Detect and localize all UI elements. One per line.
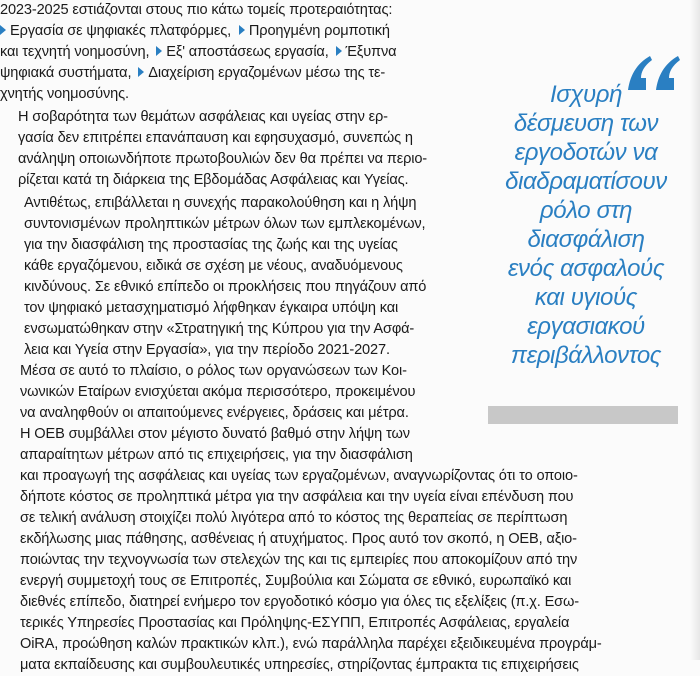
pull-quote-bar [488,406,678,424]
page-edge-shadow [690,0,700,660]
pull-quote-line: διαδραματίσουν [505,168,667,195]
article-line: και προαγωγή της ασφάλειας και υγείας των εργαζομένων, αναγνωρίζοντας ότι το οποιο- [20,468,578,484]
pull-quote [488,50,686,422]
triangle-bullet-icon [239,25,245,35]
line-text: 2023-2025 εστιάζονται στους πιο κάτω τομείς προτεραιότητας: [0,2,393,18]
article-line: κινδύνους. Σε εθνικό επίπεδο οι προκλήσεις που πηγάζουν από [24,279,427,295]
article-line: ρίζεται κατά τη διάρκεια της Εβδομάδας Ασφάλειας και Υγείας. [18,172,409,188]
article-line: Αντιθέτως, επιβάλλεται η συνεχής παρακολούθηση και η λήψη [24,195,417,211]
article-line [0,42,474,63]
line-text: Εργασία σε ψηφιακές πλατφόρμες, [10,23,232,39]
article-line: συντονισμένων προληπτικών μέτρων όλων των εμπλεκομένων, [24,216,426,232]
article-line: ποιώντας την τεχνογνωσία των στελεχών της και τις εμπειρίες που αποκομίζουν από την [20,552,578,568]
article-line: απαραίτητων μέτρων από τις επιχειρήσεις, για την διασφάλιση [20,447,413,463]
line-text: Διαχείριση εργαζομένων μέσω της τε- [148,65,386,81]
line-text: ψηφιακά συστήματα, [0,65,132,81]
article-line: ανάληψη οποιωνδήποτε πρωτοβουλιών δεν θα πρέπει να περιο- [18,151,427,167]
line-text: Εξ' αποστάσεως εργασία, [166,44,329,60]
triangle-bullet-icon [156,46,162,56]
article-line: δήποτε κόστος σε προληπτικά μέτρα για την ασφάλεια και την υγεία είναι επένδυση που [20,489,574,505]
line-text: Προηγμένη ρομποτική [248,23,390,39]
article-line [0,63,474,84]
pull-quote-line: Ισχυρή [549,81,623,108]
article-line: τερικές Υπηρεσίες Προστασίας και Πρόληψης-ΕΣΥΠΠ, Επιτροπές Ασφάλειας, εργαλεία [20,615,570,631]
pull-quote-line: περιβάλλοντος [510,342,662,369]
article-line: σε τελική ανάλυση στοιχίζει πολύ λιγότερα από το κόστος της θεραπείας σε περίπτωση [20,510,568,526]
pull-quote-line: ενός ασφαλούς [507,255,665,282]
pull-quote-line: δέσμευση των [513,110,659,137]
article-line: ενσωματώθηκαν στην «Στρατηγική της Κύπρου για την Ασφά- [24,321,415,337]
line-text: χνητής νοημοσύνης. [0,86,129,102]
line-text: Έξυπνα [345,44,397,60]
article-line: λεια και Υγεία στην Εργασία», για την περίοδο 2021-2027. [24,342,390,358]
article-line [0,84,474,105]
article-line: γασία δεν επιτρέπει επανάπαυση και εφησυχασμό, συνεπώς η [18,130,413,146]
article-line: κάθε εργαζόμενου, ειδικά σε σχέση με νέους, αναδυόμενους [24,258,403,274]
pull-quote-line: εργοδοτών να [514,139,658,166]
triangle-bullet-icon [0,25,6,35]
article-line: τον ψηφιακό μετασχηματισμό λήφθηκαν έγκαιρα υπόψη και [24,300,399,316]
article-line [0,0,474,21]
article-line: για την διασφάλιση της προστασίας της ζωής και της υγείας [24,237,398,253]
article-line: εκδήλωσης μιας πάθησης, ασθένειας ή ατυχήματος. Προς αυτό τον σκοπό, η ΟΕΒ, αξιο- [20,531,577,547]
line-text: και τεχνητή νοημοσύνη, [0,44,150,60]
article-line: νωνικών Εταίρων ενισχύεται ακόμα περισσότερο, προκειμένου [20,384,416,400]
article-line [0,21,474,42]
pull-quote-line: και υγιούς [534,284,638,311]
pull-quote-line: εργασιακού [527,313,645,340]
pull-quote-line: διασφάλιση [527,226,645,253]
article-line: Η ΟΕΒ συμβάλλει στον μέγιστο δυνατό βαθμό στην λήψη των [20,426,410,442]
article-line: Μέσα σε αυτό το πλαίσιο, ο ρόλος των οργανώσεων των Κοι- [20,363,407,379]
triangle-bullet-icon [336,46,342,56]
pull-quote-text [488,80,684,370]
pull-quote-line: ρόλο στη [539,197,633,224]
article-line: να αναληφθούν οι απαιτούμενες ενέργειες, δράσεις και μέτρα. [20,405,409,421]
article-line: OiRA, προώθηση καλών πρακτικών κλπ.), ενώ παράλληλα παρέχει εξειδικευμένα προγράμ- [20,636,602,652]
article-line: διεθνές επίπεδο, διατηρεί ενήμερο τον εργοδοτικό κόσμο για όλες τις εξελίξεις (π.χ. Εσω- [20,594,579,610]
triangle-bullet-icon [138,67,144,77]
article-line: ματα εκπαίδευσης και συμβουλευτικές υπηρεσίες, στηρίζοντας έμπρακτα τις επιχειρήσεις [20,657,579,673]
article-line: ενεργή συμμετοχή τους σε Επιτροπές, Συμβούλια και Σώματα σε εθνικό, ευρωπαϊκό και [20,573,572,589]
article-line: Η σοβαρότητα των θεμάτων ασφάλειας και υγείας στην ερ- [18,109,388,125]
